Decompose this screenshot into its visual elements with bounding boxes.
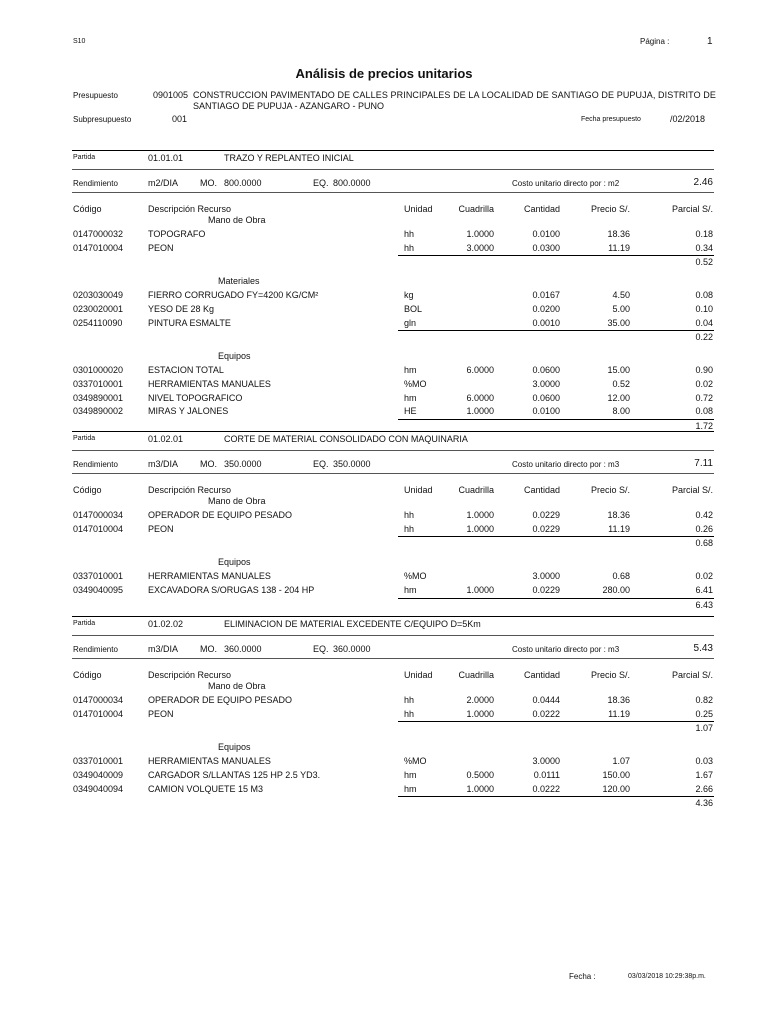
resource-description: OPERADOR DE EQUIPO PESADO (148, 509, 293, 520)
group-subtotal-rule (398, 796, 714, 797)
resource-code: 0230020001 (73, 303, 124, 314)
page-title: Análisis de precios unitarios (295, 66, 473, 81)
presupuesto-description-line1: CONSTRUCCION PAVIMENTADO DE CALLES PRINCIPALES DE LA LOCALIDAD DE SANTIAGO DE PUPUJA, DISTRITO DE (193, 90, 716, 100)
resource-row (0, 524, 768, 537)
resource-cuadrilla: 3.0000 (466, 242, 494, 253)
resource-parcial: 0.08 (695, 406, 713, 417)
resource-unit: hm (404, 769, 417, 780)
resource-group-title: Equipos (218, 557, 251, 568)
col-header-parcial: Parcial S/. (671, 204, 713, 214)
partida-mid-rule (72, 450, 714, 451)
rendimiento-label: Rendimiento (73, 179, 118, 188)
col-header-codigo: Código (73, 670, 102, 680)
col-header-parcial: Parcial S/. (671, 485, 713, 495)
resource-precio: 18.36 (607, 509, 630, 520)
resource-cuadrilla: 1.0000 (466, 406, 494, 417)
resource-unit: hh (404, 708, 415, 719)
resource-cantidad: 0.0100 (532, 406, 560, 417)
resource-cantidad: 0.0167 (532, 290, 560, 300)
resource-unit: HE (404, 406, 417, 417)
eq-label: EQ. (313, 178, 329, 188)
eq-label: EQ. (313, 644, 329, 654)
resource-code: 0147010004 (73, 242, 124, 253)
resource-unit: %MO (404, 571, 427, 581)
resource-group-title: Materiales (218, 276, 260, 287)
group-subtotal: 6.43 (695, 599, 713, 610)
resource-row (0, 585, 768, 598)
resource-precio: 15.00 (607, 365, 630, 375)
group-subtotal-rule (398, 536, 714, 537)
subpresupuesto-code: 001 (172, 114, 188, 124)
presupuesto-code: 0901005 (153, 90, 189, 100)
resource-description: HERRAMIENTAS MANUALES (148, 756, 271, 766)
rendimiento-rule (72, 473, 714, 474)
costo-unitario-value: 7.11 (694, 458, 713, 469)
col-header-descripcion: Descripción Recurso (148, 204, 232, 214)
resource-cuadrilla: 1.0000 (466, 708, 494, 719)
resource-cantidad: 0.0010 (532, 317, 560, 328)
resource-description: YESO DE 28 Kg (148, 303, 215, 314)
rendimiento-label: Rendimiento (73, 645, 118, 654)
resource-precio: 0.68 (612, 571, 630, 581)
resource-precio: 0.52 (612, 378, 630, 389)
group-subtotal: 0.52 (695, 257, 713, 268)
rendimiento-unit: m3/DIA (148, 459, 179, 469)
col-header-cuadrilla: Cuadrilla (458, 670, 494, 680)
resource-cantidad: 0.0229 (532, 584, 560, 595)
resource-group-title: Equipos (218, 351, 251, 362)
resource-code: 0349040009 (73, 769, 124, 780)
resource-unit: hm (404, 783, 417, 794)
resource-row (0, 406, 768, 419)
col-header-codigo: Código (73, 204, 102, 214)
resource-cuadrilla: 0.5000 (466, 769, 494, 780)
col-header-cantidad: Cantidad (523, 204, 560, 214)
fecha-presupuesto-label: Fecha presupuesto (581, 116, 641, 123)
group-subtotal: 1.72 (695, 421, 713, 432)
resource-description: FIERRO CORRUGADO FY=4200 KG/CM² (148, 290, 319, 300)
resource-precio: 11.19 (608, 708, 630, 719)
resource-code: 0337010001 (73, 378, 124, 389)
resource-precio: 120.00 (602, 783, 630, 794)
resource-description: TOPOGRAFO (148, 228, 206, 239)
group-subtotal-rule (398, 255, 714, 256)
resource-description: HERRAMIENTAS MANUALES (148, 571, 271, 581)
resource-row (0, 243, 768, 256)
partida-mid-rule (72, 169, 714, 170)
resource-description: HERRAMIENTAS MANUALES (148, 378, 271, 389)
col-header-descripcion: Descripción Recurso (148, 670, 232, 680)
resource-group-title: Mano de Obra (208, 215, 266, 225)
resource-row (0, 770, 768, 783)
rendimiento-label: Rendimiento (73, 460, 118, 469)
partida-label: Partida (73, 620, 96, 627)
resource-group-title: Mano de Obra (208, 496, 266, 506)
partida-name: CORTE DE MATERIAL CONSOLIDADO CON MAQUINARIA (224, 434, 468, 444)
resource-description: CARGADOR S/LLANTAS 125 HP 2.5 YD3. (148, 769, 321, 780)
resource-row (0, 304, 768, 317)
resource-precio: 5.00 (612, 303, 630, 314)
resource-cantidad: 0.0600 (532, 392, 560, 403)
resource-parcial: 0.82 (695, 694, 713, 705)
resource-precio: 8.00 (612, 406, 630, 417)
resource-unit: hh (404, 694, 415, 705)
col-header-precio: Precio S/. (590, 204, 630, 214)
col-header-cantidad: Cantidad (523, 670, 560, 680)
col-header-codigo: Código (73, 485, 102, 495)
resource-parcial: 0.10 (695, 303, 713, 314)
resource-description: MIRAS Y JALONES (148, 406, 229, 417)
rendimiento-unit: m3/DIA (148, 644, 179, 654)
resource-description: NIVEL TOPOGRAFICO (148, 392, 243, 403)
mo-value: 360.0000 (224, 644, 262, 654)
group-subtotal: 1.07 (695, 723, 713, 734)
resource-unit: %MO (404, 756, 427, 766)
mo-label: MO. (200, 644, 217, 654)
rendimiento-unit: m2/DIA (148, 178, 179, 188)
resource-unit: hm (404, 392, 417, 403)
mo-value: 800.0000 (224, 178, 262, 188)
partida-label: Partida (73, 154, 96, 161)
mo-label: MO. (200, 459, 217, 469)
resource-row (0, 393, 768, 406)
subpresupuesto-label: Subpresupuesto (73, 115, 132, 124)
group-subtotal-rule (398, 419, 714, 420)
resource-code: 0349890002 (73, 406, 124, 417)
resource-cantidad: 0.0300 (532, 242, 560, 253)
resource-code: 0147010004 (73, 523, 124, 534)
resource-code: 0301000020 (73, 365, 124, 375)
resource-parcial: 0.03 (695, 756, 713, 766)
resource-unit: BOL (404, 303, 423, 314)
resource-parcial: 0.08 (695, 290, 713, 300)
partida-name: TRAZO Y REPLANTEO INICIAL (224, 153, 354, 163)
resource-code: 0203030049 (73, 290, 124, 300)
resource-description: PINTURA ESMALTE (148, 317, 231, 328)
resource-parcial: 0.02 (695, 378, 713, 389)
resource-group-title: Mano de Obra (208, 681, 266, 691)
resource-cuadrilla: 1.0000 (466, 523, 494, 534)
resource-parcial: 6.41 (695, 584, 713, 595)
resource-precio: 11.19 (608, 242, 630, 253)
resource-parcial: 2.66 (695, 783, 713, 794)
resource-cuadrilla: 1.0000 (466, 228, 494, 239)
partida-code: 01.01.01 (148, 153, 184, 163)
page-label: Página : (640, 37, 670, 46)
resource-cantidad: 3.0000 (532, 378, 560, 389)
col-header-unidad: Unidad (404, 204, 433, 214)
resource-cuadrilla: 1.0000 (466, 584, 494, 595)
resource-cuadrilla: 1.0000 (466, 509, 494, 520)
resource-row (0, 229, 768, 242)
resource-precio: 35.00 (607, 317, 630, 328)
resource-cuadrilla: 2.0000 (466, 694, 494, 705)
resource-row (0, 784, 768, 797)
resource-description: CAMION VOLQUETE 15 M3 (148, 783, 264, 794)
resource-cuadrilla: 6.0000 (466, 392, 494, 403)
resource-cantidad: 0.0111 (533, 769, 560, 780)
costo-unitario-value: 2.46 (693, 177, 713, 188)
group-subtotal-rule (398, 721, 714, 722)
col-header-precio: Precio S/. (590, 670, 630, 680)
resource-parcial: 0.90 (695, 365, 713, 375)
col-header-descripcion: Descripción Recurso (148, 485, 232, 495)
resource-parcial: 0.72 (695, 392, 713, 403)
resource-row (0, 379, 768, 392)
col-header-precio: Precio S/. (590, 485, 630, 495)
resource-description: PEON (148, 242, 174, 253)
col-header-parcial: Parcial S/. (671, 670, 713, 680)
resource-code: 0147010004 (73, 708, 124, 719)
eq-value: 800.0000 (333, 178, 371, 188)
partida-name: ELIMINACION DE MATERIAL EXCEDENTE C/EQUIPO D=5Km (224, 619, 481, 629)
group-subtotal-rule (398, 330, 714, 331)
resource-unit: kg (404, 290, 414, 300)
resource-parcial: 1.67 (695, 769, 713, 780)
resource-code: 0337010001 (73, 571, 124, 581)
resource-precio: 1.07 (612, 756, 630, 766)
group-subtotal-rule (398, 598, 714, 599)
resource-code: 0337010001 (73, 756, 124, 766)
rendimiento-rule (72, 192, 714, 193)
mo-value: 350.0000 (224, 459, 262, 469)
costo-unitario-label: Costo unitario directo por : m3 (512, 460, 620, 469)
resource-unit: hh (404, 509, 415, 520)
resource-unit: %MO (404, 378, 427, 389)
resource-parcial: 0.18 (695, 228, 713, 239)
partida-top-rule (72, 616, 714, 617)
resource-row (0, 571, 768, 584)
resource-code: 0147000032 (73, 228, 124, 239)
resource-unit: hm (404, 584, 417, 595)
rendimiento-rule (72, 658, 714, 659)
partida-code: 01.02.02 (148, 619, 184, 629)
resource-cantidad: 0.0444 (532, 694, 560, 705)
col-header-unidad: Unidad (404, 485, 433, 495)
resource-row (0, 290, 768, 303)
resource-code: 0349040094 (73, 783, 124, 794)
resource-cuadrilla: 1.0000 (466, 783, 494, 794)
resource-description: OPERADOR DE EQUIPO PESADO (148, 694, 293, 705)
eq-value: 360.0000 (333, 644, 371, 654)
costo-unitario-value: 5.43 (693, 643, 713, 654)
resource-cantidad: 3.0000 (532, 756, 560, 766)
mo-label: MO. (200, 178, 217, 188)
col-header-cuadrilla: Cuadrilla (458, 204, 494, 214)
resource-cantidad: 0.0100 (532, 228, 560, 239)
footer-fecha-label: Fecha : (569, 972, 596, 981)
group-subtotal: 0.68 (695, 538, 713, 549)
eq-label: EQ. (313, 459, 329, 469)
resource-row (0, 318, 768, 331)
resource-cantidad: 0.0600 (532, 365, 560, 375)
resource-code: 0349890001 (73, 392, 124, 403)
col-header-cantidad: Cantidad (523, 485, 560, 495)
partida-label: Partida (73, 435, 96, 442)
resource-cantidad: 0.0200 (532, 303, 560, 314)
partida-mid-rule (72, 635, 714, 636)
costo-unitario-label: Costo unitario directo por : m3 (512, 645, 620, 654)
resource-row (0, 695, 768, 708)
resource-unit: hm (404, 365, 417, 375)
footer-fecha-value: 03/03/2018 10:29:38p.m. (628, 973, 706, 980)
resource-code: 0147000034 (73, 694, 124, 705)
group-subtotal: 0.22 (695, 332, 713, 343)
fecha-presupuesto-value: /02/2018 (670, 114, 706, 124)
resource-precio: 150.00 (602, 769, 630, 780)
col-header-cuadrilla: Cuadrilla (458, 485, 494, 495)
resource-cantidad: 0.0229 (532, 509, 560, 520)
resource-cantidad: 0.0222 (532, 708, 560, 719)
presupuesto-description-line2: SANTIAGO DE PUPUJA - AZANGARO - PUNO (193, 101, 385, 111)
resource-parcial: 0.34 (695, 242, 713, 253)
resource-precio: 11.19 (608, 523, 630, 534)
resource-description: ESTACION TOTAL (148, 365, 224, 375)
resource-row (0, 365, 768, 378)
resource-parcial: 0.42 (695, 509, 713, 520)
resource-description: PEON (148, 708, 174, 719)
resource-code: 0254110090 (73, 317, 123, 328)
resource-precio: 12.00 (607, 392, 630, 403)
resource-cantidad: 0.0229 (532, 523, 560, 534)
page-number: 1 (707, 36, 713, 47)
group-subtotal: 4.36 (695, 798, 713, 809)
resource-precio: 4.50 (612, 290, 630, 300)
resource-group-title: Equipos (218, 742, 251, 753)
resource-description: EXCAVADORA S/ORUGAS 138 - 204 HP (148, 584, 315, 595)
resource-cantidad: 0.0222 (532, 783, 560, 794)
resource-code: 0147000034 (73, 509, 124, 520)
resource-parcial: 0.04 (695, 317, 713, 328)
partida-code: 01.02.01 (148, 434, 184, 444)
resource-code: 0349040095 (73, 584, 124, 595)
resource-description: PEON (148, 523, 174, 534)
resource-row (0, 756, 768, 769)
system-code: S10 (73, 38, 86, 45)
partida-top-rule (72, 431, 714, 432)
resource-row (0, 510, 768, 523)
resource-row (0, 709, 768, 722)
partida-top-rule (72, 150, 714, 151)
resource-unit: hh (404, 523, 415, 534)
costo-unitario-label: Costo unitario directo por : m2 (512, 179, 620, 188)
resource-parcial: 0.26 (695, 523, 713, 534)
resource-unit: hh (404, 242, 415, 253)
resource-precio: 18.36 (607, 228, 630, 239)
resource-parcial: 0.25 (695, 708, 713, 719)
resource-parcial: 0.02 (695, 571, 713, 581)
resource-precio: 18.36 (607, 694, 630, 705)
presupuesto-label: Presupuesto (73, 91, 118, 100)
col-header-unidad: Unidad (404, 670, 433, 680)
eq-value: 350.0000 (333, 459, 371, 469)
resource-precio: 280.00 (602, 584, 630, 595)
resource-cuadrilla: 6.0000 (466, 365, 494, 375)
resource-unit: hh (404, 228, 415, 239)
resource-cantidad: 3.0000 (532, 571, 560, 581)
resource-unit: gln (404, 317, 417, 328)
